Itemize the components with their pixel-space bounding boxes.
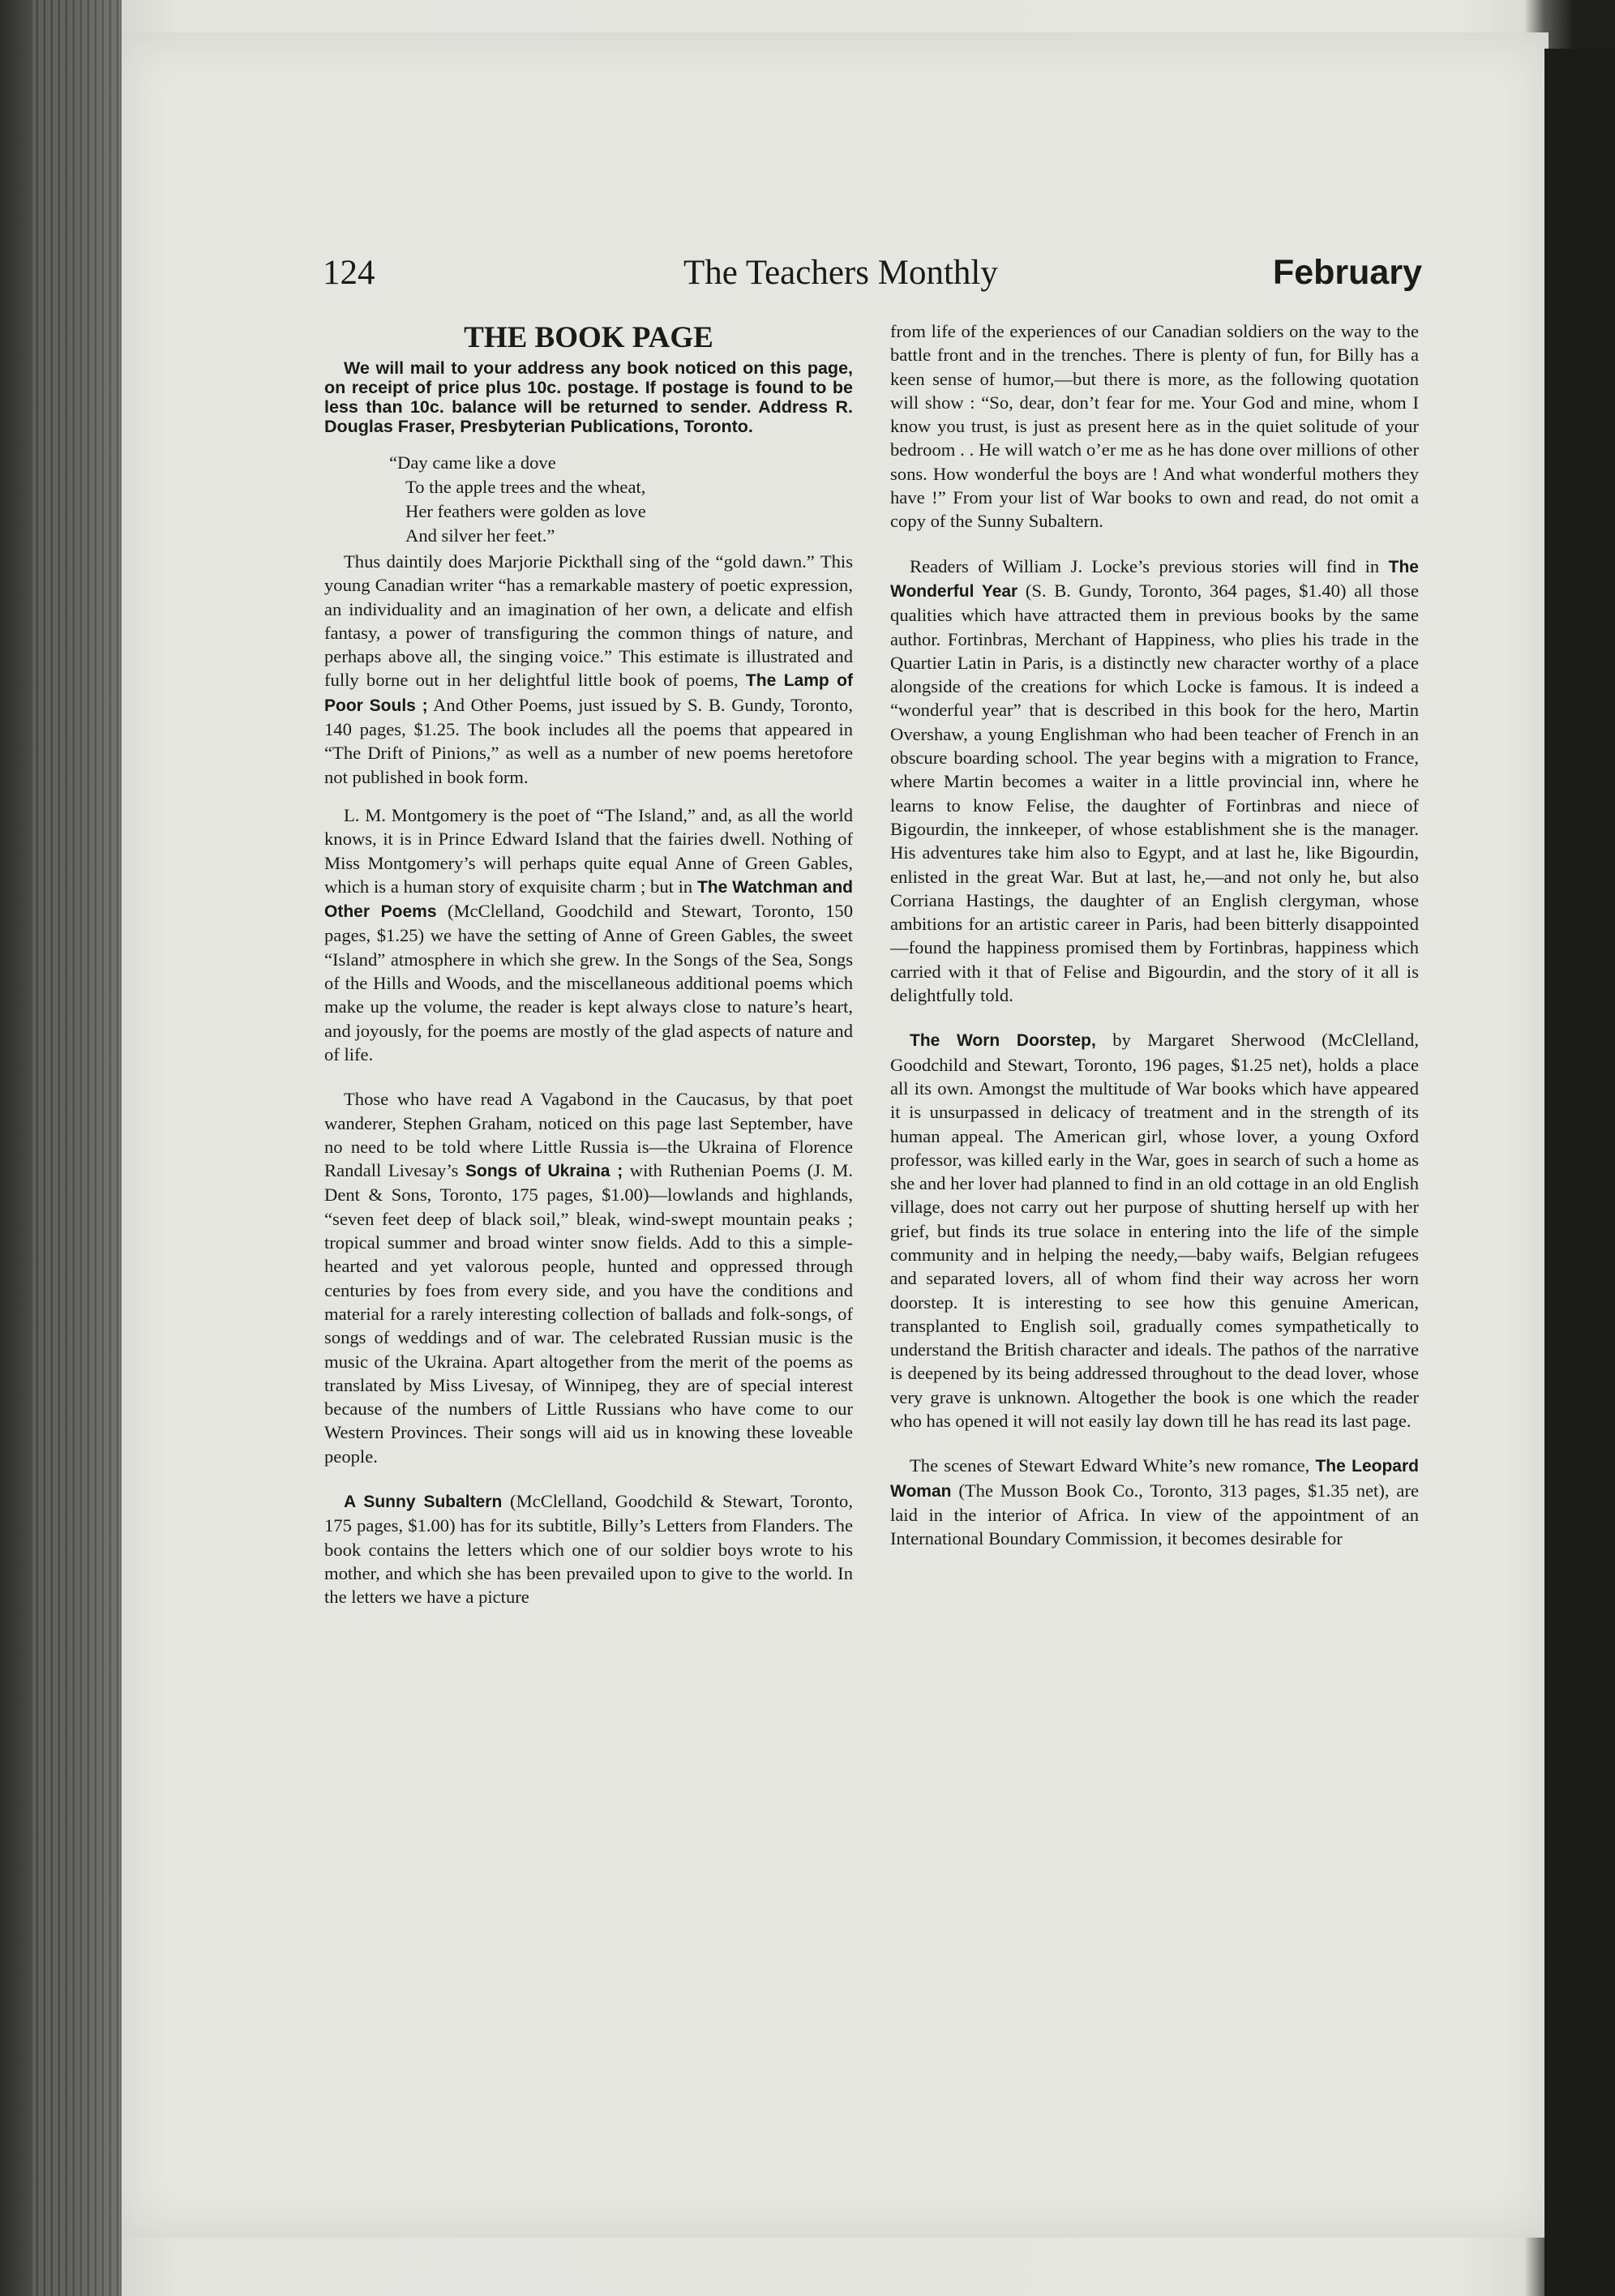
book-title: The Watchman and Other Poems [324,877,853,922]
book-title: The Leopard Woman [890,1457,1419,1501]
book-title: The Worn Doorstep, [910,1031,1096,1051]
review-wonderful-year: Readers of William J. Locke’s previous stories will find in The Wonderful Year (S. B. Gundy, Toronto, 364 pages, $1.40) all those qualities which have attracted them in previous books by the same author. Fortinbras, Merchant of Happiness, who plies his trade in the Quartier Latin in Paris, is a distinctly new character worthy of a place alongside of the creations for which Locke is famous. It is indeed a “wonderful year” that is described in this book for the hero, Martin Overshaw, a young Englishman who had been teacher of French in an obscure boarding school. The year begins with a migration to France, where Martin becomes a waiter in a little provincial inn, where he learns to know Felise, the daughter of Fortinbras and niece of Bigourdin, the innkeeper, of whose establishment she is the manager. His adventures take him also to Egypt, and at last he, like Bigourdin, enlisted in the great War. But at last, he,—and not only he, but also Corriana Hastings, the daughter of an English clergyman, whose ambitions for an artistic career in Paris, had been bitterly disappointed—found the happiness promised them by Fortinbras, happiness which carried with it that of Felise and Bigourdin, and the story of it all is delightfully told. [890,555,1419,1006]
section-title: THE BOOK PAGE [464,321,713,354]
review-sunny-subaltern-continued: from life of the experiences of our Canadian soldiers on the way to the battle front and in the trenches. There is plenty of fun, for Billy has a keen sense of humor,—but there is more, as the following quotation will show : “So, dear, don’t fear for me. Your God and mine, whom I know you trust, is just as present here as in the quiet solitude of your bedroom . . He will watch o’er me as he has done over millions of other sons. How wonderful the boys are ! And what wonderful mothers they have !” From your list of War books to own and read, do not omit a copy of the Sunny Subaltern. [890,321,1419,532]
right-column [890,319,1419,1551]
poem-line: Her feathers were golden as love [405,501,646,521]
book-page-edges [32,0,122,2296]
book-title: The Lamp of Poor Souls ; [324,671,853,715]
poem-line: And silver her feet.” [405,525,555,546]
running-header [323,253,1422,302]
journal-title: The Teachers Monthly [683,254,998,292]
poem-line: “Day came like a dove [389,452,556,473]
review-lamp-of-poor-souls: Thus daintily does Marjorie Pickthall sing of the “gold dawn.” This young Canadian writer “has a remarkable mastery of poetic expression, an individuality and an imagination of her own, a delicate and elfish fantasy, a power of transfiguring the common things of nature, and perhaps above all, the singing voice.” This estimate is illustrated and fully borne out in her delightful little book of poems, The Lamp of Poor Souls ; And Other Poems, just issued by S. B. Gundy, Toronto, 140 pages, $1.25. The book includes all the poems that appeared in “The Drift of Pinions,” as well as a number of new poems heretofore not published in book form. [324,551,853,787]
review-songs-of-ukraina: Those who have read A Vagabond in the Caucasus, by that poet wanderer, Stephen Graham, noticed on this page last September, have no need to be told where Little Russia is—the Ukraina of Florence Randall Livesay’s Songs of Ukraina ; with Ruthenian Poems (J. M. Dent & Sons, Toronto, 175 pages, $1.00)—lowlands and highlands, “seven feet deep of black soil,” bleak, wind-swept mountain peaks ; tropical summer and broad winter snow fields. Add to this a simple-hearted and yet valorous people, hunted and oppressed through centuries by foes from every side, and you have the conditions and material for a rarely interesting collection of ballads and folk-songs, of songs of weddings and of war. The celebrated Russian music is the music of the Ukraina. Apart altogether from the merit of the poems as translated by Miss Livesay, of Winnipeg, they are of special interest because of the numbers of Little Russians who have come to our Western Provinces. Their songs will aid us in knowing these loveable people. [324,1089,853,1467]
book-cover-edge [1544,49,1615,2296]
review-worn-doorstep: The Worn Doorstep, by Margaret Sherwood (McClelland, Goodchild and Stewart, Toronto, 196 pages, $1.25 net), holds a place all its own. Amongst the multitude of War books which have appeared it is unsurpassed in delicacy of treatment and in the strength of its human appeal. The American girl, whose lover, a young Oxford professor, was killed early in the War, goes in search of such a home as she and her lover had planned to find in an old cottage in an old English village, does not carry out her purpose of shutting herself up with her grief, but finds its true solace in entering into the life of the simple community and in helping the needy,—baby waifs, Belgian refugees and separated lovers, all of whom find their way across her worn doorstep. It is interesting to see how this genuine American, transplanted to English soil, gradually comes sympathetically to understand the British character and ideals. The pathos of the narrative is deepened by its being addressed throughout to the dead lover, whose very grave is unknown. Altogether the book is one which the reader who has opened it will not easily lay down till he has read its last page. [890,1030,1419,1432]
book-title: The Wonderful Year [890,557,1419,601]
left-column [324,319,853,1608]
issue-month: February [1272,253,1422,292]
book-title: A Sunny Subaltern [344,1492,503,1511]
review-sunny-subaltern: A Sunny Subaltern (McClelland, Goodchild & Stewart, Toronto, 175 pages, $1.00) has for its subtitle, Billy’s Letters from Flanders. The book contains the letters which one of our soldier boys wrote to his mother, and which she has been prevailed upon to give to the world. In the letters we have a picture [324,1490,853,1608]
poem-quotation [324,451,853,548]
poem-line: To the apple trees and the wheat, [405,477,646,497]
review-watchman: L. M. Montgomery is the poet of “The Island,” and, as all the world knows, it is in Prince Edward Island that the fairies dwell. Nothing of Miss Montgomery’s will perhaps quite equal Anne of Green Gables, which is a human story of exquisite charm ; but in The Watchman and Other Poems (McClelland, Goodchild and Stewart, Toronto, 150 pages, $1.25) we have the setting of Anne of Green Gables, the sweet “Island” atmosphere in which she grew. In the Songs of the Sea, Songs of the Hills and Woods, and the miscellaneous additional poems which make up the volume, the reader is kept always close to nature’s heart, and joyously, for the poems are mostly of the glad aspects of nature and of life. [324,804,853,1064]
book-title: Songs of Ukraina ; [465,1162,623,1181]
mail-order-notice: We will mail to your address any book noticed on this page, on receipt of price plus 10c. postage. If postage is found to be less than 10c. balance will be returned to sender. Address R. Douglas Fraser, Presbyterian Publications, Toronto. [324,358,853,436]
review-leopard-woman: The scenes of Stewart Edward White’s new romance, The Leopard Woman (The Musson Book Co., Toronto, 313 pages, $1.35 net), are laid in the interior of Africa. In view of the appointment of an International Boundary Commission, it becomes desirable for [890,1455,1419,1549]
page-number: 124 [323,254,375,292]
